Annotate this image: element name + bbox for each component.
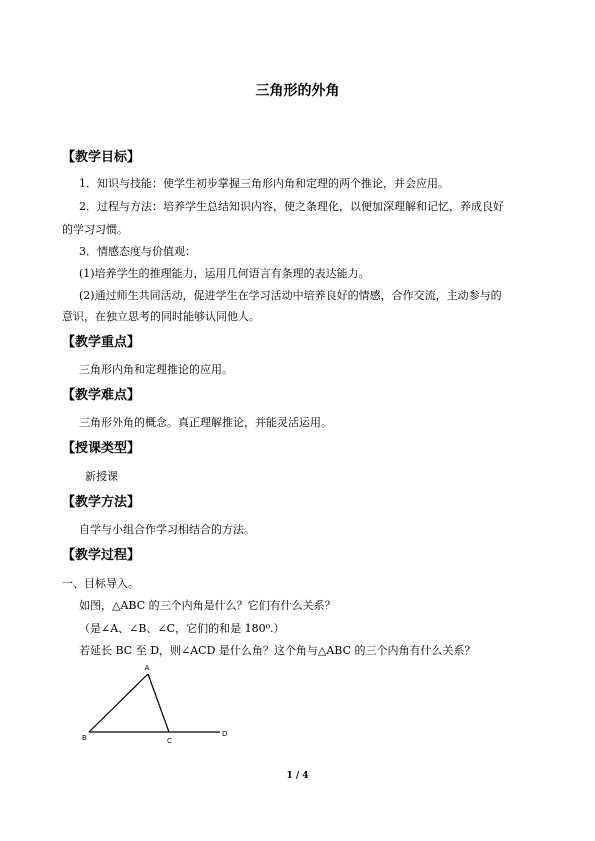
section-heading-lesson-type: 【授课类型】 <box>62 441 141 456</box>
process-step-1: 一、目标导入。 <box>62 577 139 590</box>
difficulties-text: 三角形外角的概念。真正理解推论，并能灵活运用。 <box>79 416 332 429</box>
vertex-label-d: D <box>222 730 228 738</box>
goal-line-5: (1)培养学生的推理能力，运用几何语言有条理的表达能力。 <box>79 267 370 280</box>
section-heading-methods: 【教学方法】 <box>62 495 141 510</box>
side-ac <box>148 674 169 732</box>
process-line-3: 若延长 BC 至 D，则∠ACD 是什么角？这个角与△ABC 的三个内角有什么关系？ <box>79 644 476 657</box>
section-heading-key-points: 【教学重点】 <box>62 335 141 350</box>
page-title: 三角形的外角 <box>255 83 340 99</box>
process-line-2: （是∠A、∠B、∠C，它们的和是 180⁰.） <box>79 622 285 635</box>
methods-text: 自学与小组合作学习相结合的方法。 <box>79 523 255 536</box>
key-points-text: 三角形内角和定理推论的应用。 <box>79 363 233 376</box>
goal-line-1: 1．知识与技能：使学生初步掌握三角形内角和定理的两个推论，并会应用。 <box>79 177 449 190</box>
vertex-label-a: A <box>144 664 150 672</box>
section-heading-goals: 【教学目标】 <box>62 150 141 165</box>
lesson-type-text: 新授课 <box>85 470 118 483</box>
goal-line-6: (2)通过师生共同活动，促进学生在学习活动中培养良好的情感，合作交流，主动参与的 <box>79 289 502 302</box>
triangle-figure <box>70 660 240 750</box>
side-ab <box>89 674 148 732</box>
vertex-label-b: B <box>82 734 87 742</box>
vertex-label-c: C <box>167 737 172 745</box>
process-line-1: 如图，△ABC 的三个内角是什么？它们有什么关系？ <box>79 599 336 612</box>
section-heading-difficulties: 【教学难点】 <box>62 388 141 403</box>
goal-line-4: 3．情感态度与价值观： <box>79 245 196 258</box>
page-number: 1 / 4 <box>286 771 309 781</box>
goal-line-2: 2．过程与方法：培养学生总结知识内容，使之条理化，以便加深理解和记忆，养成良好 <box>79 200 504 213</box>
goal-line-3: 的学习习惯。 <box>62 223 128 236</box>
goal-line-7: 意识，在独立思考的同时能够认同他人。 <box>62 310 260 323</box>
section-heading-process: 【教学过程】 <box>62 548 141 563</box>
